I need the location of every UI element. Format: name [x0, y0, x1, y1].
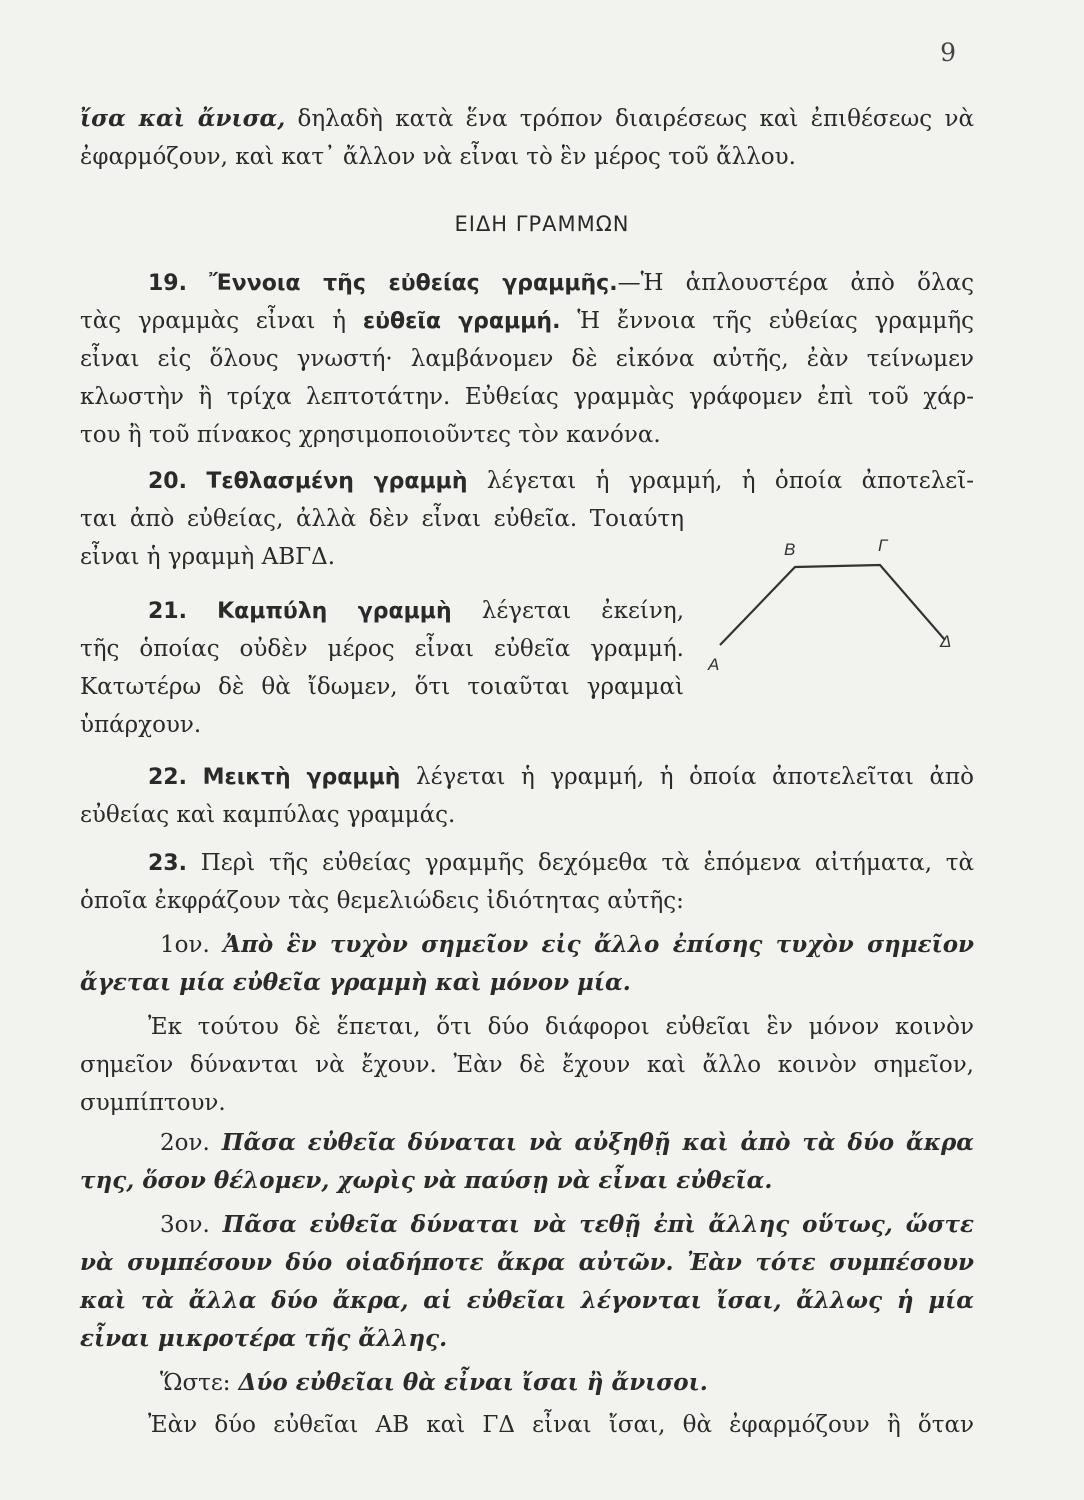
axiom-3-label: 3ον. [160, 1212, 210, 1238]
p21-title: Καμπύλη γραμμὴ [217, 599, 452, 624]
page-number: 9 [940, 38, 956, 67]
p22-line-1 [148, 762, 974, 793]
intro-emphasis: ἴσα καὶ ἄνισα, [80, 105, 286, 132]
p21-line-1 [148, 596, 684, 627]
p19-line-3: εἶναι εἰς ὅλους γνωστή· λαμβάνομεν δὲ εἰκόνα αὐτῆς, ἐὰν τείνωμεν [80, 346, 974, 372]
corollary-line-3: συμπίπτουν. [80, 1090, 226, 1116]
p19-term: εὐθεῖα γραμμή. [362, 309, 561, 334]
figure-label-d: Δ [940, 632, 952, 651]
p20-line-3: εἶναι ἡ γραμμὴ ΑΒΓΔ. [80, 544, 336, 570]
p21-line-4: ὑπάρχουν. [80, 712, 202, 738]
p23-number: 23. [148, 851, 187, 876]
p19-line-2-c: Ἡ ἔννοια τῆς εὐθείας γραμμῆς [560, 308, 975, 334]
p22-line-2: εὐθείας καὶ καμπύλας γραμμάς. [80, 802, 456, 828]
corollary-line-2: σημεῖον δύνανται νὰ ἔχουν. Ἐὰν δὲ ἔχουν καὶ ἄλλο κοινὸν σημεῖον, [80, 1052, 974, 1078]
conclusion-line [160, 1368, 974, 1398]
figure-label-a: Α [708, 655, 720, 674]
intro-line-2: ἐφαρμόζουν, καὶ κατ᾽ ἄλλον νὰ εἶναι τὸ ἓν μέρος τοῦ ἄλλου. [80, 144, 796, 170]
axiom-2-line-1 [160, 1128, 974, 1158]
section-heading: ΕΙΔΗ ΓΡΑΜΜΩΝ [454, 212, 630, 236]
p19-line-1-text: —Ἡ ἁπλουστέρα ἀπὸ ὅλας [617, 270, 974, 296]
axiom-3-line-3: καὶ τὰ ἄλλα δύο ἄκρα, αἱ εὐθεῖαι λέγονται ἴσαι, ἄλλως ἡ μία [80, 1287, 974, 1314]
corollary-line-1: Ἐκ τούτου δὲ ἕπεται, ὅτι δύο διάφοροι εὐθεῖαι ἓν μόνον κοινὸν [148, 1014, 974, 1040]
axiom-2-line-2: της, ὅσον θέλομεν, χωρὶς νὰ παύσῃ νὰ εἶναι εὐθεῖα. [80, 1167, 773, 1194]
axiom-3-line-2: νὰ συμπέσουν δύο οἱαδήποτε ἄκρα αὐτῶν. Ἐὰν τότε συμπέσουν [80, 1249, 974, 1276]
p20-number: 20. [148, 469, 187, 494]
p20-line-2: ται ἀπὸ εὐθείας, ἀλλὰ δὲν εἶναι εὐθεῖα. Τοιαύτη [80, 506, 684, 532]
p23-line-1-text: Περὶ τῆς εὐθείας γραμμῆς δεχόμεθα τὰ ἑπόμενα αἰτήματα, τὰ [186, 850, 974, 876]
p23-line-1 [148, 848, 974, 879]
p20-title: Τεθλασμένη γραμμὴ [206, 469, 468, 494]
conclusion-text: Δύο εὐθεῖαι θὰ εἶναι ἴσαι ἢ ἄνισοι. [230, 1369, 708, 1396]
axiom-3-text-1: Πᾶσα εὐθεῖα δύναται νὰ τεθῇ ἐπὶ ἄλλης οὕτως, ὥστε [209, 1211, 974, 1238]
conclusion-label: Ὥστε: [160, 1370, 231, 1396]
p22-title: Μεικτὴ γραμμὴ [202, 765, 401, 790]
p19-line-2 [80, 306, 974, 337]
p19-line-1 [148, 268, 974, 299]
p21-number: 21. [148, 599, 187, 624]
axiom-2-label: 2ον. [160, 1130, 210, 1156]
intro-line-1-text: δηλαδὴ κατὰ ἕνα τρόπον διαιρέσεως καὶ ἐπιθέσεως νὰ [285, 106, 974, 132]
p21-line-1-text: λέγεται ἐκείνη, [451, 598, 685, 624]
p19-number: 19. [148, 271, 187, 296]
p19-line-4: κλωστὴν ἢ τρίχα λεπτοτάτην. Εὐθείας γραμμὰς γράφομεν ἐπὶ τοῦ χάρ- [80, 384, 974, 410]
figure-label-b: Β [784, 540, 796, 559]
axiom-1-line-1 [160, 930, 974, 960]
p20-line-1 [148, 466, 974, 497]
axiom-1-line-2: ἄγεται μία εὐθεῖα γραμμὴ καὶ μόνον μία. [80, 969, 631, 996]
p22-number: 22. [148, 765, 187, 790]
axiom-2-text-1: Πᾶσα εὐθεῖα δύναται νὰ αὐξηθῇ καὶ ἀπὸ τὰ δύο ἄκρα [209, 1129, 974, 1156]
axiom-3-line-4: εἶναι μικροτέρα τῆς ἄλλης. [80, 1325, 448, 1352]
axiom-1-text-1: Ἀπὸ ἓν τυχὸν σημεῖον εἰς ἄλλο ἐπίσης τυχὸν σημεῖον [209, 931, 974, 958]
broken-line-abgd [720, 565, 945, 645]
p22-line-1-text: λέγεται ἡ γραμμή, ἡ ὁποία ἀποτελεῖται ἀπὸ [400, 764, 974, 790]
intro-line-1 [80, 104, 974, 134]
final-line: Ἐὰν δύο εὐθεῖαι ΑΒ καὶ ΓΔ εἶναι ἴσαι, θὰ ἐφαρμόζουν ἢ ὅταν [148, 1412, 974, 1438]
p21-line-3: Κατωτέρω δὲ θὰ ἴδωμεν, ὅτι τοιαῦται γραμμαὶ [80, 674, 684, 700]
axiom-3-line-1 [160, 1210, 974, 1240]
p19-title: Ἔννοια τῆς εὐθείας γραμμῆς. [209, 271, 618, 296]
axiom-1-label: 1ον. [160, 932, 210, 958]
p21-line-2: τῆς ὁποίας οὐδὲν μέρος εἶναι εὐθεῖα γραμμή. [80, 636, 684, 662]
p20-line-1-text: λέγεται ἡ γραμμή, ἡ ὁποία ἀποτελεῖ- [467, 468, 974, 494]
broken-line-figure [690, 535, 980, 685]
figure-label-c: Γ [878, 536, 888, 555]
p19-line-5: του ἢ τοῦ πίνακος χρησιμοποιοῦντες τὸν κανόνα. [80, 422, 661, 448]
p19-line-2-a: τὰς γραμμὰς εἶναι ἡ [80, 308, 363, 334]
p23-line-2: ὁποῖα ἐκφράζουν τὰς θεμελιώδεις ἰδιότητας αὐτῆς: [80, 888, 684, 914]
